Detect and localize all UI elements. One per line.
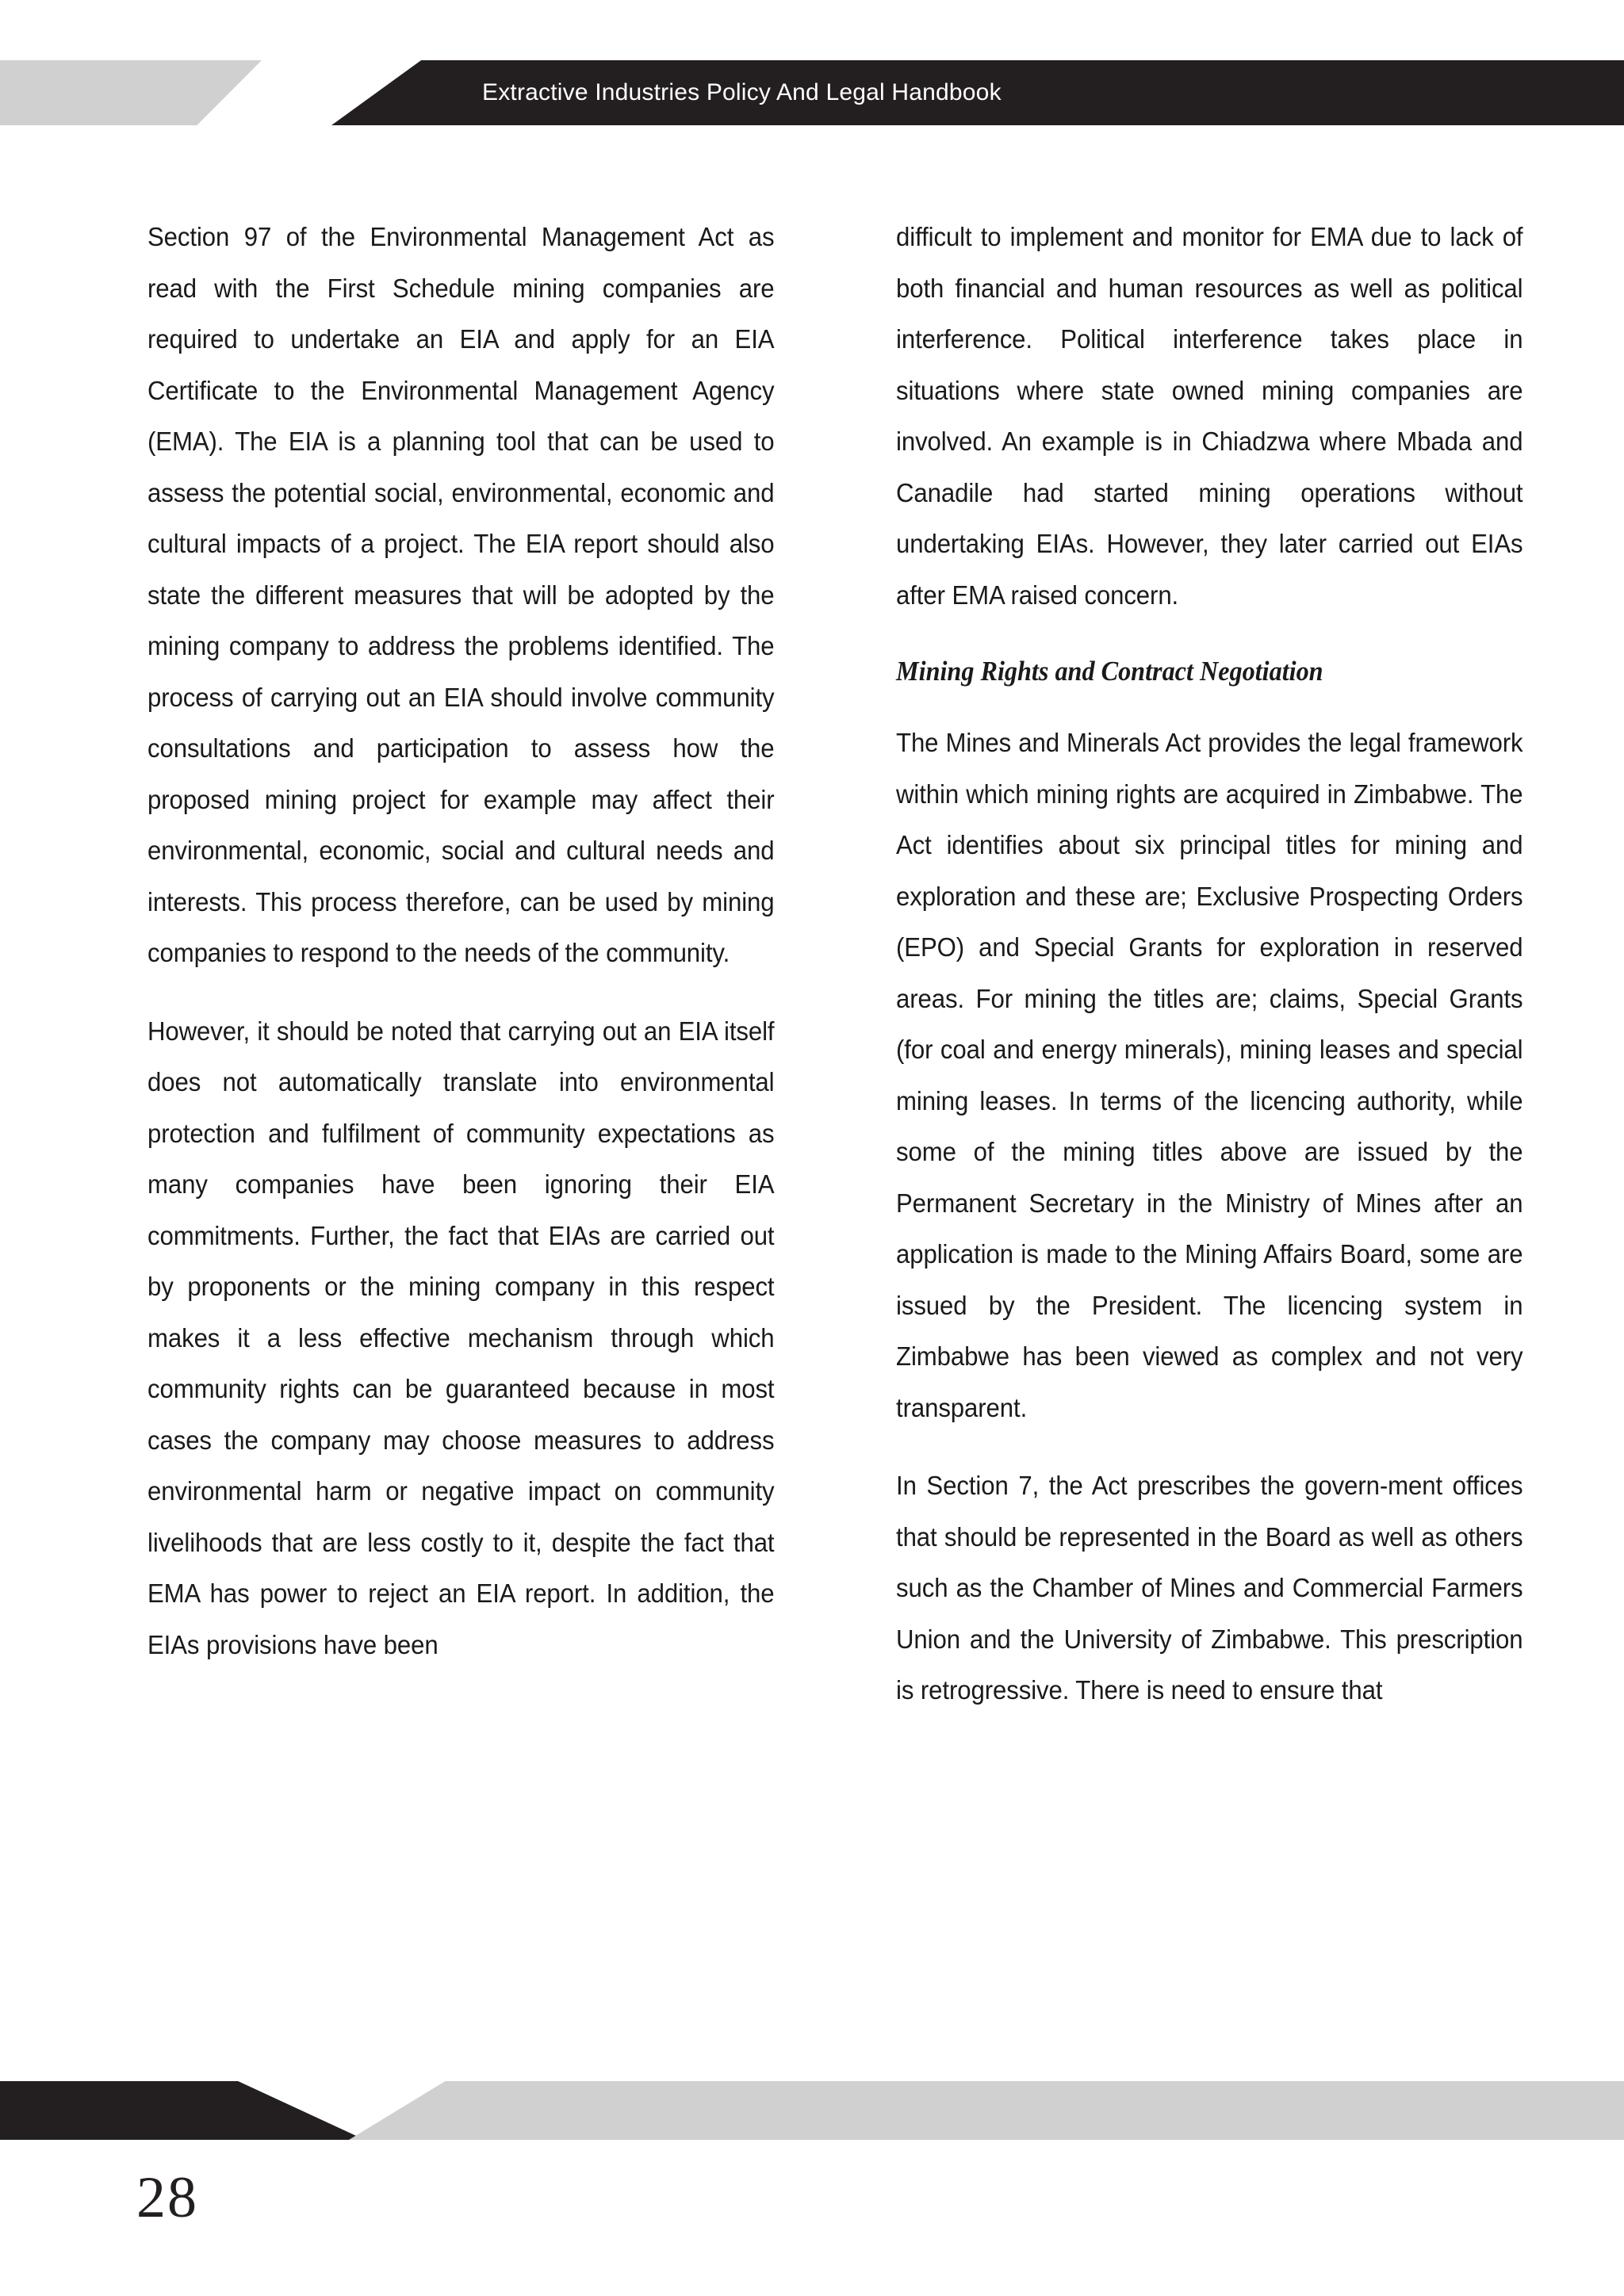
paragraph-mines-and-minerals-act: The Mines and Minerals Act provides the legal framework within which mining rights are acquired in Zimbabwe. The Act identifies about six principal titles for mining and exploration and these are; Exclusive Prospecting Orders (EPO) and Special Grants for exploration in reserved areas. For mining the titles are; claims, Special Grants (for coal and energy minerals), mining leases and special mining leases. In terms of the licencing authority, while some of the mining titles above are issued by the Permanent Secretary in the Ministry of Mines after an application is made to the Mining Affairs Board, some are issued by the President. The licencing system in Zimbabwe has been viewed as complex and not very transparent. [896, 729, 1523, 1423]
section-heading-mining-rights: Mining Rights and Contract Negotiation [896, 656, 1323, 687]
page-header [0, 60, 1624, 125]
footer-dark-band-shape [0, 2081, 365, 2140]
paragraph-eia-limitations: However, it should be noted that carrying out an EIA itself does not automatically translate into environmental protection and fulfilment of community expectations as many companies have been ignoring their EIA commitments. Further, the fact that EIAs are carried out by proponents or the mining company in this respect makes it a less effective mechanism through which community rights can be guaranteed because in most cases the company may choose measures to address environmental harm or negative impact on community livelihoods that are less costly to it, despite the fact that EMA has power to reject an EIA report. In addition, the EIAs provisions have been [147, 1016, 775, 1660]
paragraph-eia-continued: difficult to implement and monitor for EMA due to lack of both financial and human resources as well as political interference. Political interference takes place in situations where state owned mining companies are involved. An example is in Chiadzwa where Mbada and Canadile had started mining operations without undertaking EIAs. However, they later carried out EIAs after EMA raised concern. [896, 223, 1523, 610]
footer-gray-accent-shape [349, 2081, 1624, 2140]
page-footer [0, 2081, 1624, 2140]
running-head-title: Extractive Industries Policy And Legal Handbook [482, 79, 1002, 105]
paragraph-eia-requirement: Section 97 of the Environmental Management Act as read with the First Schedule mining companies are required to undertake an EIA and apply for an EIA Certificate to the Environmental Management Agency (EMA). The EIA is a planning tool that can be used to assess the potential social, environmental, economic and cultural impacts of a project. The EIA report should also state the different measures that will be adopted by the mining company to address the problems identified. The process of carrying out an EIA should involve community consultations and participation to assess how the proposed mining project for example may affect their environmental, economic, social and cultural needs and interests. This process therefore, can be used by mining companies to respond to the needs of the community. [147, 223, 775, 968]
paragraph-section-7-board: In Section 7, the Act prescribes the govern-ment offices that should be represented in the Board as well as others such as the Chamber of Mines and Commercial Farmers Union and the University of Zimbabwe. This prescription is retrogressive. There is need to ensure that [896, 1471, 1523, 1705]
page-body [0, 212, 1624, 2036]
page-number: 28 [136, 2165, 198, 2230]
column-right [896, 212, 1522, 1717]
column-left [147, 212, 774, 1671]
header-gray-accent-shape [0, 60, 262, 125]
